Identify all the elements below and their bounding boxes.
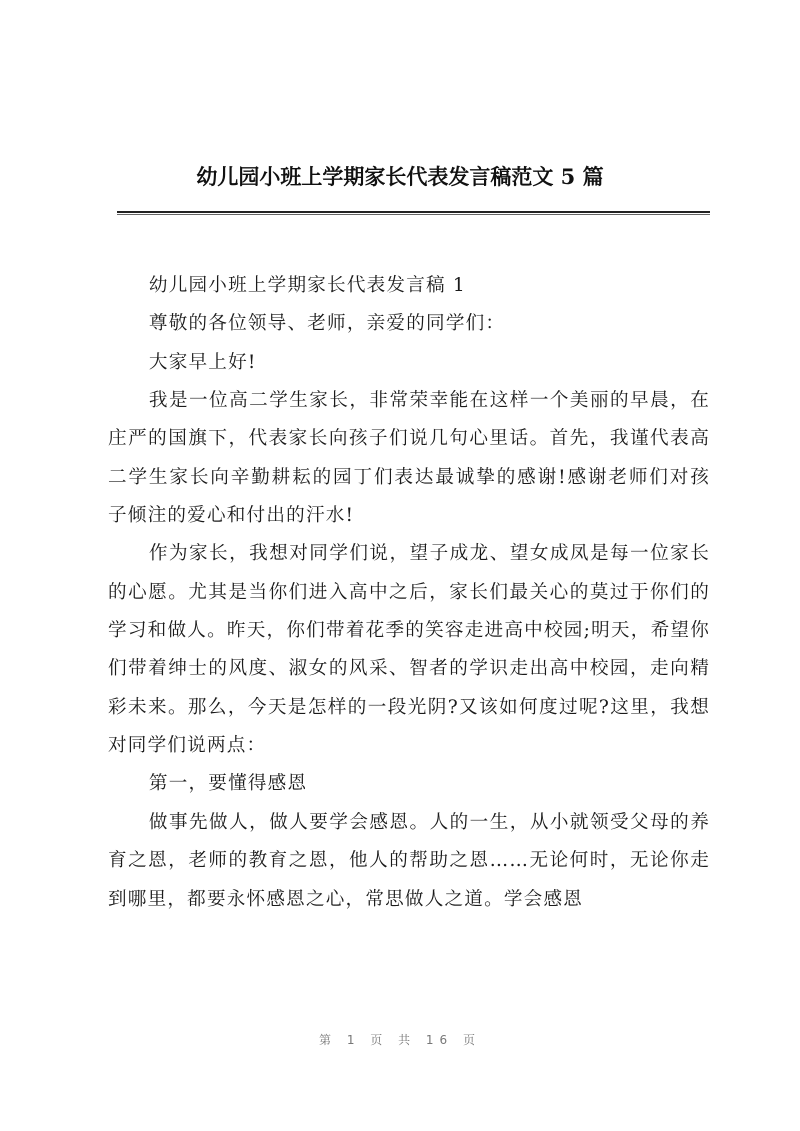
title-divider xyxy=(117,211,710,215)
document-title: 幼儿园小班上学期家长代表发言稿范文 5 篇 xyxy=(196,164,604,189)
body-paragraph: 作为家长，我想对同学们说，望子成龙、望女成凤是每一位家长的心愿。尤其是当你们进入高中之后，家长们最关心的莫过于你们的学习和做人。昨天，你们带着花季的笑容走进高中校园;明天，希望你们带着绅士的风度、淑女的风采、智者的学识走出高中校园，走向精彩未来。那么，今天是怎样的一段光阴?又该如何度过呢?这里，我想对同学们说两点： xyxy=(108,543,710,757)
salutation: 尊敬的各位领导、老师，亲爱的同学们： xyxy=(148,313,506,335)
section-heading: 幼儿园小班上学期家长代表发言稿 1 xyxy=(148,275,466,296)
body-paragraph: 我是一位高二学生家长，非常荣幸能在这样一个美丽的早晨，在庄严的国旗下，代表家长向孩子们说几句心里话。首先，我谨代表高二学生家长向辛勤耕耘的园丁们表达最诚挚的感谢!感谢老师们对孩子倾注的爱心和付出的汗水! xyxy=(108,390,710,527)
greeting: 大家早上好! xyxy=(148,351,257,373)
subheading: 第一，要懂得感恩 xyxy=(148,773,308,795)
body-paragraph: 做事先做人，做人要学会感恩。人的一生，从小就领受父母的养育之恩，老师的教育之恩，他人的帮助之恩……无论何时，无论你走到哪里，都要永怀感恩之心，常思做人之道。学会感恩 xyxy=(108,811,710,910)
page-number-footer: 第 1 页 共 16 页 xyxy=(319,1033,481,1047)
document-body xyxy=(108,267,710,919)
